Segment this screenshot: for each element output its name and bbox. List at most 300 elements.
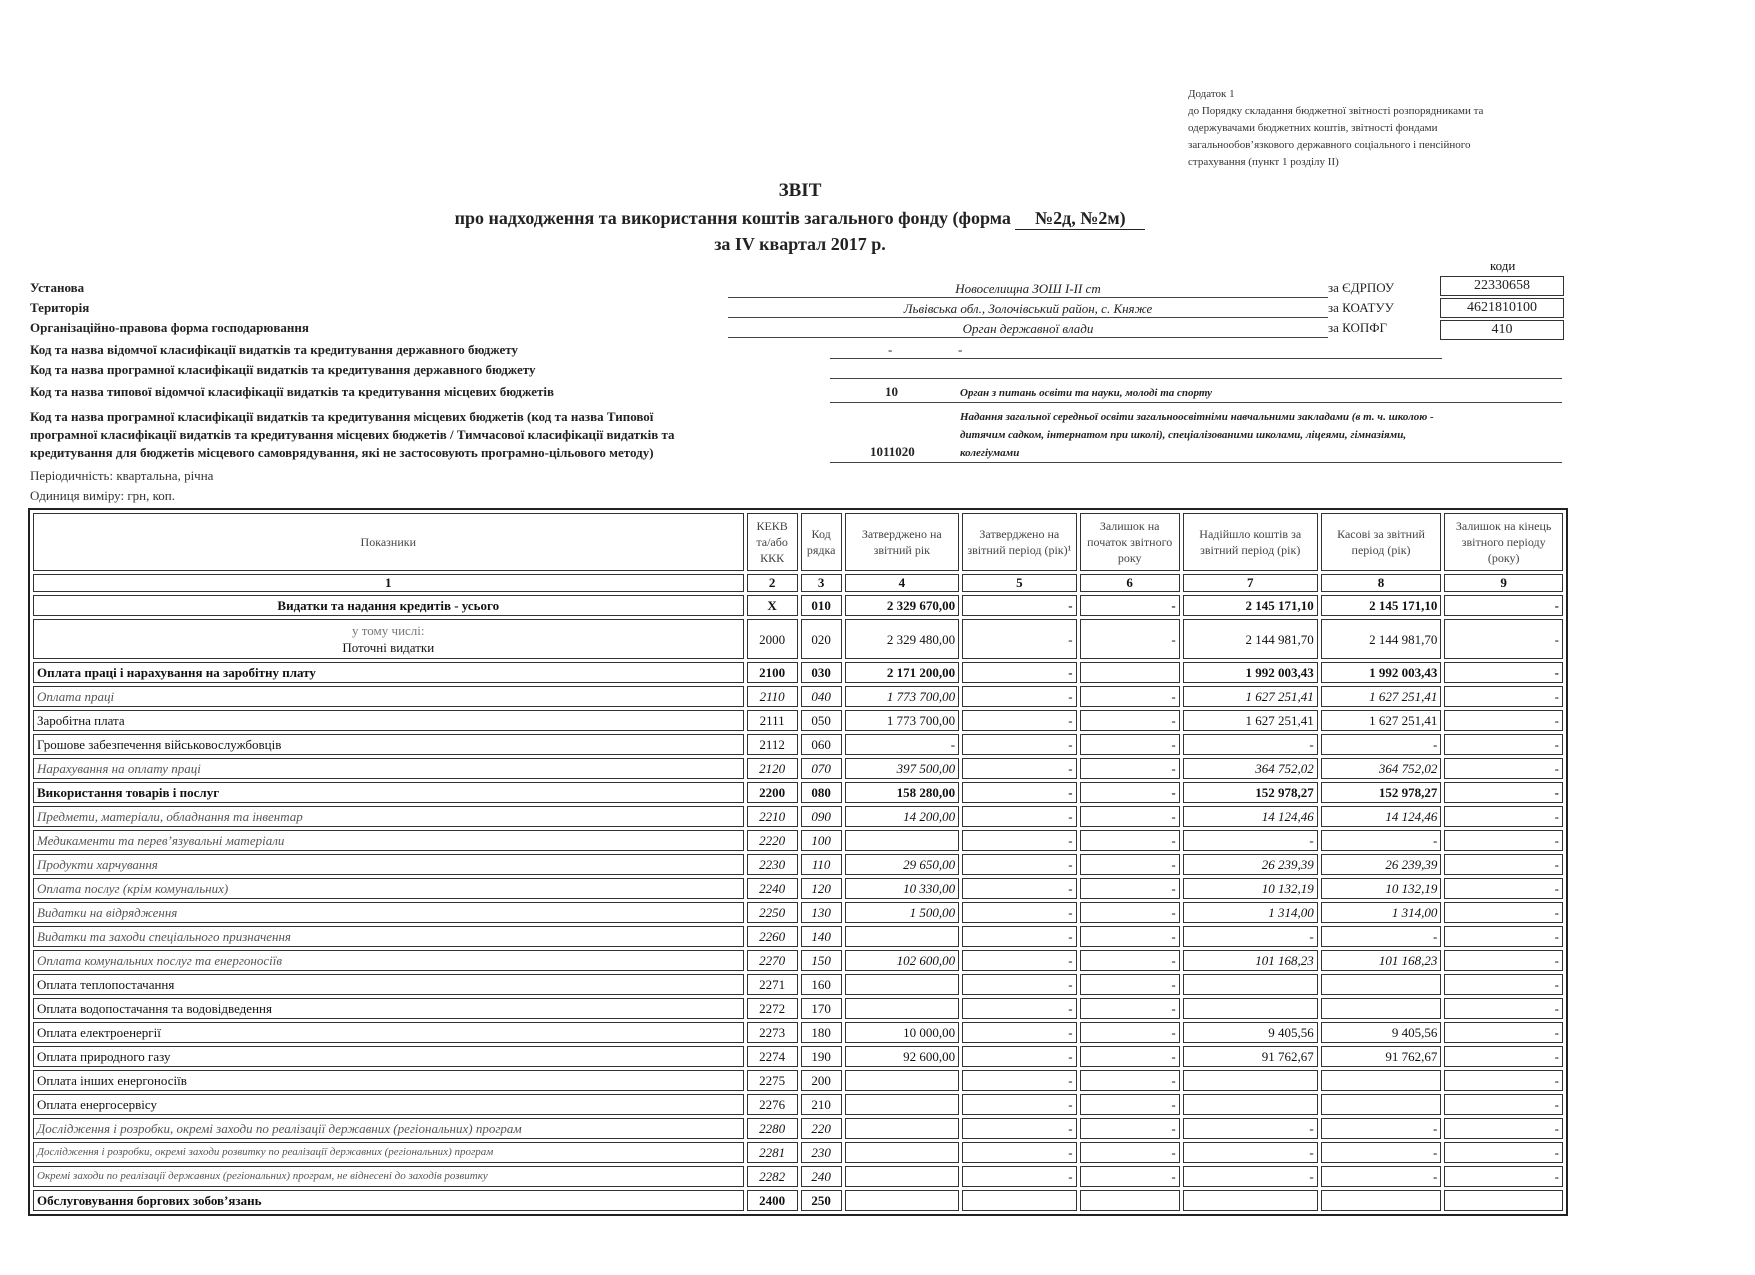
cash-cell: - bbox=[1321, 926, 1442, 947]
received-cell bbox=[1183, 1094, 1318, 1115]
line-code-cell: 080 bbox=[801, 782, 842, 803]
approved-period-cell: - bbox=[962, 854, 1077, 875]
kekv-cell: 2000 bbox=[747, 619, 798, 659]
program-class-label: Код та назва програмної класифікації видатків та кредитування державного бюджету bbox=[30, 362, 536, 377]
dept-class-row bbox=[0, 342, 1755, 362]
line-code-cell: 180 bbox=[801, 1022, 842, 1043]
received-cell: 26 239,39 bbox=[1183, 854, 1318, 875]
typical-class-row bbox=[0, 384, 1755, 404]
approved-year-cell bbox=[845, 1166, 960, 1187]
kekv-cell: 2281 bbox=[747, 1142, 798, 1163]
indicator-name-cell: Обслуговування боргових зобов’язань bbox=[33, 1190, 744, 1211]
header-cell: КЕКВ та/або ККК bbox=[747, 513, 798, 571]
indicator-name-cell: Оплата праці bbox=[33, 686, 744, 707]
received-cell bbox=[1183, 974, 1318, 995]
received-cell bbox=[1183, 1070, 1318, 1091]
cash-cell: 1 992 003,43 bbox=[1321, 662, 1442, 683]
cash-cell bbox=[1321, 1070, 1442, 1091]
table-row bbox=[33, 758, 1563, 779]
line-code-cell: 070 bbox=[801, 758, 842, 779]
periodicity: Періодичність: квартальна, річна bbox=[30, 468, 214, 483]
received-cell: 1 314,00 bbox=[1183, 902, 1318, 923]
approved-year-cell: 10 000,00 bbox=[845, 1022, 960, 1043]
approved-period-cell: - bbox=[962, 1022, 1077, 1043]
balance-end-cell: - bbox=[1444, 974, 1563, 995]
cash-cell bbox=[1321, 1190, 1442, 1211]
table-row bbox=[33, 1142, 1563, 1163]
balance-end-cell: - bbox=[1444, 1142, 1563, 1163]
balance-end-cell bbox=[1444, 1190, 1563, 1211]
local-program-label-line: кредитування для бюджетів місцевого самоврядування, які не застосовують програмно-цільового методу) bbox=[30, 445, 654, 460]
balance-start-cell: - bbox=[1080, 854, 1180, 875]
local-program-name-line: дитячим садком, інтернатом при школі), спеціалізованими школами, ліцеями, гімназіями, bbox=[960, 429, 1407, 441]
table-row bbox=[33, 854, 1563, 875]
kekv-cell: 2210 bbox=[747, 806, 798, 827]
received-cell: - bbox=[1183, 734, 1318, 755]
received-cell: 91 762,67 bbox=[1183, 1046, 1318, 1067]
balance-end-cell: - bbox=[1444, 998, 1563, 1019]
line-code-cell: 200 bbox=[801, 1070, 842, 1091]
approved-period-cell: - bbox=[962, 830, 1077, 851]
approved-year-cell: 92 600,00 bbox=[845, 1046, 960, 1067]
approved-year-cell: 1 773 700,00 bbox=[845, 686, 960, 707]
program-class-row bbox=[0, 362, 1755, 382]
line-code-cell: 140 bbox=[801, 926, 842, 947]
kekv-cell: 2270 bbox=[747, 950, 798, 971]
indicator-name-cell: Дослідження і розробки, окремі заходи по реалізації державних (регіональних) програм bbox=[33, 1118, 744, 1139]
approved-year-cell: 2 329 670,00 bbox=[845, 595, 960, 616]
table-row bbox=[33, 734, 1563, 755]
cash-cell: 101 168,23 bbox=[1321, 950, 1442, 971]
balance-end-cell: - bbox=[1444, 1022, 1563, 1043]
local-program-row bbox=[0, 408, 1755, 468]
dept-class-label: Код та назва відомчої класифікації видатків та кредитування державного бюджету bbox=[30, 342, 518, 357]
approved-period-cell: - bbox=[962, 1142, 1077, 1163]
header-cell: Код рядка bbox=[801, 513, 842, 571]
cash-cell: 26 239,39 bbox=[1321, 854, 1442, 875]
approved-year-cell: 1 500,00 bbox=[845, 902, 960, 923]
balance-start-cell bbox=[1080, 662, 1180, 683]
kekv-cell: 2240 bbox=[747, 878, 798, 899]
report-table bbox=[28, 508, 1568, 1216]
received-cell: - bbox=[1183, 830, 1318, 851]
local-program-underline bbox=[830, 462, 1562, 463]
approved-year-cell bbox=[845, 1118, 960, 1139]
balance-end-cell: - bbox=[1444, 830, 1563, 851]
table-row bbox=[33, 1070, 1563, 1091]
table-row bbox=[33, 595, 1563, 616]
balance-start-cell: - bbox=[1080, 926, 1180, 947]
balance-start-cell: - bbox=[1080, 902, 1180, 923]
balance-start-cell: - bbox=[1080, 734, 1180, 755]
received-cell bbox=[1183, 998, 1318, 1019]
kekv-cell: 2112 bbox=[747, 734, 798, 755]
balance-end-cell: - bbox=[1444, 854, 1563, 875]
table-row bbox=[33, 806, 1563, 827]
balance-start-cell: - bbox=[1080, 1046, 1180, 1067]
balance-start-cell: - bbox=[1080, 830, 1180, 851]
approved-year-cell bbox=[845, 830, 960, 851]
kekv-cell: X bbox=[747, 595, 798, 616]
kekv-cell: 2250 bbox=[747, 902, 798, 923]
line-code-cell: 150 bbox=[801, 950, 842, 971]
balance-end-cell: - bbox=[1444, 950, 1563, 971]
received-cell: 2 144 981,70 bbox=[1183, 619, 1318, 659]
balance-end-cell: - bbox=[1444, 619, 1563, 659]
table-row bbox=[33, 950, 1563, 971]
table-row bbox=[33, 1022, 1563, 1043]
kekv-cell: 2230 bbox=[747, 854, 798, 875]
balance-end-cell: - bbox=[1444, 758, 1563, 779]
cash-cell: - bbox=[1321, 1142, 1442, 1163]
balance-end-cell: - bbox=[1444, 595, 1563, 616]
kekv-cell: 2100 bbox=[747, 662, 798, 683]
column-number-cell: 5 bbox=[962, 574, 1077, 592]
approved-period-cell: - bbox=[962, 926, 1077, 947]
received-cell: 364 752,02 bbox=[1183, 758, 1318, 779]
line-code-cell: 190 bbox=[801, 1046, 842, 1067]
table-row bbox=[33, 1190, 1563, 1211]
cash-cell bbox=[1321, 974, 1442, 995]
column-number-row bbox=[33, 574, 1563, 592]
balance-end-cell: - bbox=[1444, 1166, 1563, 1187]
cash-cell bbox=[1321, 998, 1442, 1019]
line-code-cell: 170 bbox=[801, 998, 842, 1019]
received-cell: - bbox=[1183, 926, 1318, 947]
line-code-cell: 090 bbox=[801, 806, 842, 827]
program-class-underline bbox=[830, 378, 1562, 379]
kekv-cell: 2273 bbox=[747, 1022, 798, 1043]
approved-year-cell: - bbox=[845, 734, 960, 755]
received-cell: - bbox=[1183, 1142, 1318, 1163]
kekv-cell: 2220 bbox=[747, 830, 798, 851]
table-row bbox=[33, 782, 1563, 803]
received-cell: 14 124,46 bbox=[1183, 806, 1318, 827]
approved-period-cell: - bbox=[962, 734, 1077, 755]
column-number-cell: 8 bbox=[1321, 574, 1442, 592]
line-code-cell: 230 bbox=[801, 1142, 842, 1163]
kekv-cell: 2260 bbox=[747, 926, 798, 947]
balance-start-cell: - bbox=[1080, 1166, 1180, 1187]
approved-period-cell: - bbox=[962, 662, 1077, 683]
approved-period-cell: - bbox=[962, 998, 1077, 1019]
appendix-line: Додаток 1 bbox=[1188, 88, 1235, 100]
indicator-name-cell: Оплата електроенергії bbox=[33, 1022, 744, 1043]
indicator-name-cell: Видатки та заходи спеціального призначення bbox=[33, 926, 744, 947]
line-code-cell: 100 bbox=[801, 830, 842, 851]
approved-period-cell: - bbox=[962, 758, 1077, 779]
kopfg-label: за КОПФГ bbox=[1328, 320, 1388, 335]
balance-start-cell: - bbox=[1080, 782, 1180, 803]
received-cell: 10 132,19 bbox=[1183, 878, 1318, 899]
balance-end-cell: - bbox=[1444, 1070, 1563, 1091]
local-program-label-line: програмної класифікації видатків та кредитування місцевих бюджетів / Тимчасової класифікації видатків та bbox=[30, 427, 675, 442]
approved-year-cell bbox=[845, 1070, 960, 1091]
line-code-cell: 120 bbox=[801, 878, 842, 899]
balance-end-cell: - bbox=[1444, 686, 1563, 707]
approved-period-cell: - bbox=[962, 1070, 1077, 1091]
territory-label: Територія bbox=[30, 300, 90, 315]
cash-cell: 14 124,46 bbox=[1321, 806, 1442, 827]
indicator-name-cell: Медикаменти та перев’язувальні матеріали bbox=[33, 830, 744, 851]
indicator-name-cell: Використання товарів і послуг bbox=[33, 782, 744, 803]
line-code-cell: 130 bbox=[801, 902, 842, 923]
table-row bbox=[33, 1166, 1563, 1187]
kekv-cell: 2276 bbox=[747, 1094, 798, 1115]
typical-class-underline bbox=[830, 402, 1562, 403]
line-code-cell: 250 bbox=[801, 1190, 842, 1211]
local-program-label bbox=[30, 408, 675, 462]
table-row bbox=[33, 902, 1563, 923]
indicator-name-cell: Нарахування на оплату праці bbox=[33, 758, 744, 779]
cash-cell: 1 627 251,41 bbox=[1321, 686, 1442, 707]
kopfg-code: 410 bbox=[1440, 320, 1564, 340]
org-form-value: Орган державної влади bbox=[728, 320, 1328, 338]
header-cell: Затверджено на звітний період (рік)¹ bbox=[962, 513, 1077, 571]
balance-start-cell: - bbox=[1080, 950, 1180, 971]
kekv-cell: 2111 bbox=[747, 710, 798, 731]
balance-end-cell: - bbox=[1444, 734, 1563, 755]
dept-class-code: - bbox=[888, 342, 893, 357]
approved-year-cell: 397 500,00 bbox=[845, 758, 960, 779]
report-period: за IV квартал 2017 р. bbox=[714, 234, 886, 254]
line-code-cell: 210 bbox=[801, 1094, 842, 1115]
line-code-cell: 160 bbox=[801, 974, 842, 995]
cash-cell: 91 762,67 bbox=[1321, 1046, 1442, 1067]
kekv-cell: 2200 bbox=[747, 782, 798, 803]
header-cell: Залишок на початок звітного року bbox=[1080, 513, 1180, 571]
column-number-cell: 4 bbox=[845, 574, 960, 592]
koatuu-label: за КОАТУУ bbox=[1328, 300, 1394, 315]
cash-cell: - bbox=[1321, 1166, 1442, 1187]
balance-start-cell: - bbox=[1080, 595, 1180, 616]
cash-cell: 2 145 171,10 bbox=[1321, 595, 1442, 616]
dept-class-name: - bbox=[958, 342, 963, 357]
approved-period-cell: - bbox=[962, 878, 1077, 899]
indicator-name-cell: Предмети, матеріали, обладнання та інвентар bbox=[33, 806, 744, 827]
balance-end-cell: - bbox=[1444, 1046, 1563, 1067]
received-cell: 2 145 171,10 bbox=[1183, 595, 1318, 616]
approved-period-cell: - bbox=[962, 782, 1077, 803]
edrpou-label: за ЄДРПОУ bbox=[1328, 280, 1395, 295]
kekv-cell: 2280 bbox=[747, 1118, 798, 1139]
cash-cell: - bbox=[1321, 830, 1442, 851]
typical-class-label: Код та назва типової відомчої класифікації видатків та кредитування місцевих бюджетів bbox=[30, 384, 555, 399]
kekv-cell: 2272 bbox=[747, 998, 798, 1019]
line-code-cell: 040 bbox=[801, 686, 842, 707]
cash-cell: 2 144 981,70 bbox=[1321, 619, 1442, 659]
balance-start-cell: - bbox=[1080, 1094, 1180, 1115]
indicator-name-cell: Заробітна плата bbox=[33, 710, 744, 731]
kekv-cell: 2274 bbox=[747, 1046, 798, 1067]
table-row bbox=[33, 974, 1563, 995]
approved-period-cell: - bbox=[962, 974, 1077, 995]
header-cell: Касові за звітний період (рік) bbox=[1321, 513, 1442, 571]
cash-cell: - bbox=[1321, 1118, 1442, 1139]
balance-start-cell: - bbox=[1080, 1118, 1180, 1139]
balance-end-cell: - bbox=[1444, 710, 1563, 731]
cash-cell: 9 405,56 bbox=[1321, 1022, 1442, 1043]
approved-year-cell: 102 600,00 bbox=[845, 950, 960, 971]
line-code-cell: 240 bbox=[801, 1166, 842, 1187]
table-row bbox=[33, 1118, 1563, 1139]
approved-period-cell: - bbox=[962, 710, 1077, 731]
appendix-line: до Порядку складання бюджетної звітності розпорядниками та bbox=[1188, 105, 1484, 117]
org-form-label: Організаційно-правова форма господарювання bbox=[30, 320, 309, 335]
column-number-cell: 1 bbox=[33, 574, 744, 592]
org-form-row bbox=[0, 320, 1755, 340]
indicator-name-cell: Видатки на відрядження bbox=[33, 902, 744, 923]
indicator-name-cell bbox=[33, 619, 744, 659]
balance-start-cell: - bbox=[1080, 806, 1180, 827]
approved-period-cell: - bbox=[962, 950, 1077, 971]
indicator-name-cell: Оплата енергосервісу bbox=[33, 1094, 744, 1115]
cash-cell: 1 627 251,41 bbox=[1321, 710, 1442, 731]
territory-value: Львівська обл., Золочівський район, с. Княже bbox=[728, 300, 1328, 318]
column-number-cell: 9 bbox=[1444, 574, 1563, 592]
received-cell: 9 405,56 bbox=[1183, 1022, 1318, 1043]
local-program-name bbox=[960, 408, 1434, 462]
approved-period-cell: - bbox=[962, 1094, 1077, 1115]
balance-start-cell: - bbox=[1080, 686, 1180, 707]
header-cell: Надійшло коштів за звітний період (рік) bbox=[1183, 513, 1318, 571]
approved-period-cell: - bbox=[962, 806, 1077, 827]
received-cell: 1 627 251,41 bbox=[1183, 686, 1318, 707]
kekv-cell: 2110 bbox=[747, 686, 798, 707]
indicator-name-cell: Оплата водопостачання та водовідведення bbox=[33, 998, 744, 1019]
appendix-note bbox=[1188, 86, 1568, 171]
received-cell bbox=[1183, 1190, 1318, 1211]
column-number-cell: 2 bbox=[747, 574, 798, 592]
table-row bbox=[33, 830, 1563, 851]
local-program-label-line: Код та назва програмної класифікації видатків та кредитування місцевих бюджетів (код та назва Типової bbox=[30, 409, 654, 424]
kekv-cell: 2120 bbox=[747, 758, 798, 779]
table-header-row bbox=[33, 513, 1563, 571]
header-cell: Залишок на кінець звітного періоду (року) bbox=[1444, 513, 1563, 571]
column-number-cell: 6 bbox=[1080, 574, 1180, 592]
balance-end-cell: - bbox=[1444, 1094, 1563, 1115]
indicator-name-cell: Оплата комунальних послуг та енергоносіїв bbox=[33, 950, 744, 971]
table-row bbox=[33, 619, 1563, 659]
cash-cell: 1 314,00 bbox=[1321, 902, 1442, 923]
balance-end-cell: - bbox=[1444, 662, 1563, 683]
codes-header: коди bbox=[1490, 258, 1516, 273]
indicator-name-prefix: у тому числі: bbox=[352, 623, 425, 638]
table-row bbox=[33, 662, 1563, 683]
table-row bbox=[33, 998, 1563, 1019]
line-code-cell: 060 bbox=[801, 734, 842, 755]
institution-label: Установа bbox=[30, 280, 85, 295]
line-code-cell: 220 bbox=[801, 1118, 842, 1139]
table-row bbox=[33, 710, 1563, 731]
approved-period-cell: - bbox=[962, 1166, 1077, 1187]
line-code-cell: 020 bbox=[801, 619, 842, 659]
table-row bbox=[33, 878, 1563, 899]
institution-row bbox=[0, 280, 1755, 300]
balance-end-cell: - bbox=[1444, 902, 1563, 923]
balance-end-cell: - bbox=[1444, 878, 1563, 899]
balance-start-cell: - bbox=[1080, 878, 1180, 899]
balance-start-cell: - bbox=[1080, 974, 1180, 995]
indicator-name-cell: Грошове забезпечення військовослужбовців bbox=[33, 734, 744, 755]
balance-start-cell: - bbox=[1080, 1022, 1180, 1043]
unit-of-measure: Одиниця виміру: грн, коп. bbox=[30, 488, 175, 503]
indicator-name-cell: Окремі заходи по реалізації державних (регіональних) програм, не віднесені до заходів розвитку bbox=[33, 1166, 744, 1187]
balance-end-cell: - bbox=[1444, 806, 1563, 827]
approved-period-cell: - bbox=[962, 902, 1077, 923]
line-code-cell: 050 bbox=[801, 710, 842, 731]
received-cell: 152 978,27 bbox=[1183, 782, 1318, 803]
appendix-line: загальнообов’язкового державного соціального і пенсійного bbox=[1188, 139, 1471, 151]
kekv-cell: 2400 bbox=[747, 1190, 798, 1211]
local-program-code: 1011020 bbox=[870, 444, 915, 459]
approved-period-cell bbox=[962, 1190, 1077, 1211]
cash-cell: 152 978,27 bbox=[1321, 782, 1442, 803]
balance-end-cell: - bbox=[1444, 782, 1563, 803]
indicator-name-cell: Продукти харчування bbox=[33, 854, 744, 875]
balance-end-cell: - bbox=[1444, 1118, 1563, 1139]
balance-start-cell: - bbox=[1080, 710, 1180, 731]
approved-year-cell: 2 171 200,00 bbox=[845, 662, 960, 683]
column-number-cell: 7 bbox=[1183, 574, 1318, 592]
balance-start-cell: - bbox=[1080, 619, 1180, 659]
balance-start-cell: - bbox=[1080, 998, 1180, 1019]
balance-start-cell: - bbox=[1080, 1142, 1180, 1163]
approved-year-cell bbox=[845, 1190, 960, 1211]
approved-year-cell bbox=[845, 974, 960, 995]
balance-start-cell bbox=[1080, 1190, 1180, 1211]
local-program-name-line: колегіумами bbox=[960, 447, 1020, 459]
approved-year-cell bbox=[845, 1142, 960, 1163]
approved-year-cell bbox=[845, 998, 960, 1019]
institution-value: Новоселищна ЗОШ І-ІІ ст bbox=[728, 280, 1328, 298]
report-subtitle bbox=[0, 208, 1600, 230]
table-row bbox=[33, 1046, 1563, 1067]
received-cell: - bbox=[1183, 1118, 1318, 1139]
approved-period-cell: - bbox=[962, 686, 1077, 707]
local-program-name-line: Надання загальної середньої освіти загальноосвітніми навчальними закладами (в т. ч. школою - bbox=[960, 411, 1434, 423]
line-code-cell: 110 bbox=[801, 854, 842, 875]
indicator-name-cell: Оплата природного газу bbox=[33, 1046, 744, 1067]
kekv-cell: 2275 bbox=[747, 1070, 798, 1091]
dept-class-underline bbox=[830, 358, 1442, 359]
appendix-line: одержувачами бюджетних коштів, звітності фондами bbox=[1188, 122, 1438, 134]
received-cell: - bbox=[1183, 1166, 1318, 1187]
balance-start-cell: - bbox=[1080, 1070, 1180, 1091]
koatuu-code: 4621810100 bbox=[1440, 298, 1564, 318]
received-cell: 1 992 003,43 bbox=[1183, 662, 1318, 683]
indicator-name: Поточні видатки bbox=[342, 640, 435, 655]
indicator-name-cell: Оплата інших енергоносіїв bbox=[33, 1070, 744, 1091]
cash-cell: 10 132,19 bbox=[1321, 878, 1442, 899]
approved-year-cell bbox=[845, 1094, 960, 1115]
report-form-number: №2д, №2м) bbox=[1015, 208, 1145, 230]
approved-year-cell: 14 200,00 bbox=[845, 806, 960, 827]
balance-start-cell: - bbox=[1080, 758, 1180, 779]
cash-cell bbox=[1321, 1094, 1442, 1115]
typical-class-code: 10 bbox=[885, 384, 898, 399]
edrpou-code: 22330658 bbox=[1440, 276, 1564, 296]
received-cell: 1 627 251,41 bbox=[1183, 710, 1318, 731]
line-code-cell: 030 bbox=[801, 662, 842, 683]
cash-cell: 364 752,02 bbox=[1321, 758, 1442, 779]
table-row bbox=[33, 1094, 1563, 1115]
received-cell: 101 168,23 bbox=[1183, 950, 1318, 971]
approved-year-cell: 1 773 700,00 bbox=[845, 710, 960, 731]
kekv-cell: 2282 bbox=[747, 1166, 798, 1187]
indicator-name-cell: Оплата праці і нарахування на заробітну плату bbox=[33, 662, 744, 683]
territory-row bbox=[0, 300, 1755, 320]
